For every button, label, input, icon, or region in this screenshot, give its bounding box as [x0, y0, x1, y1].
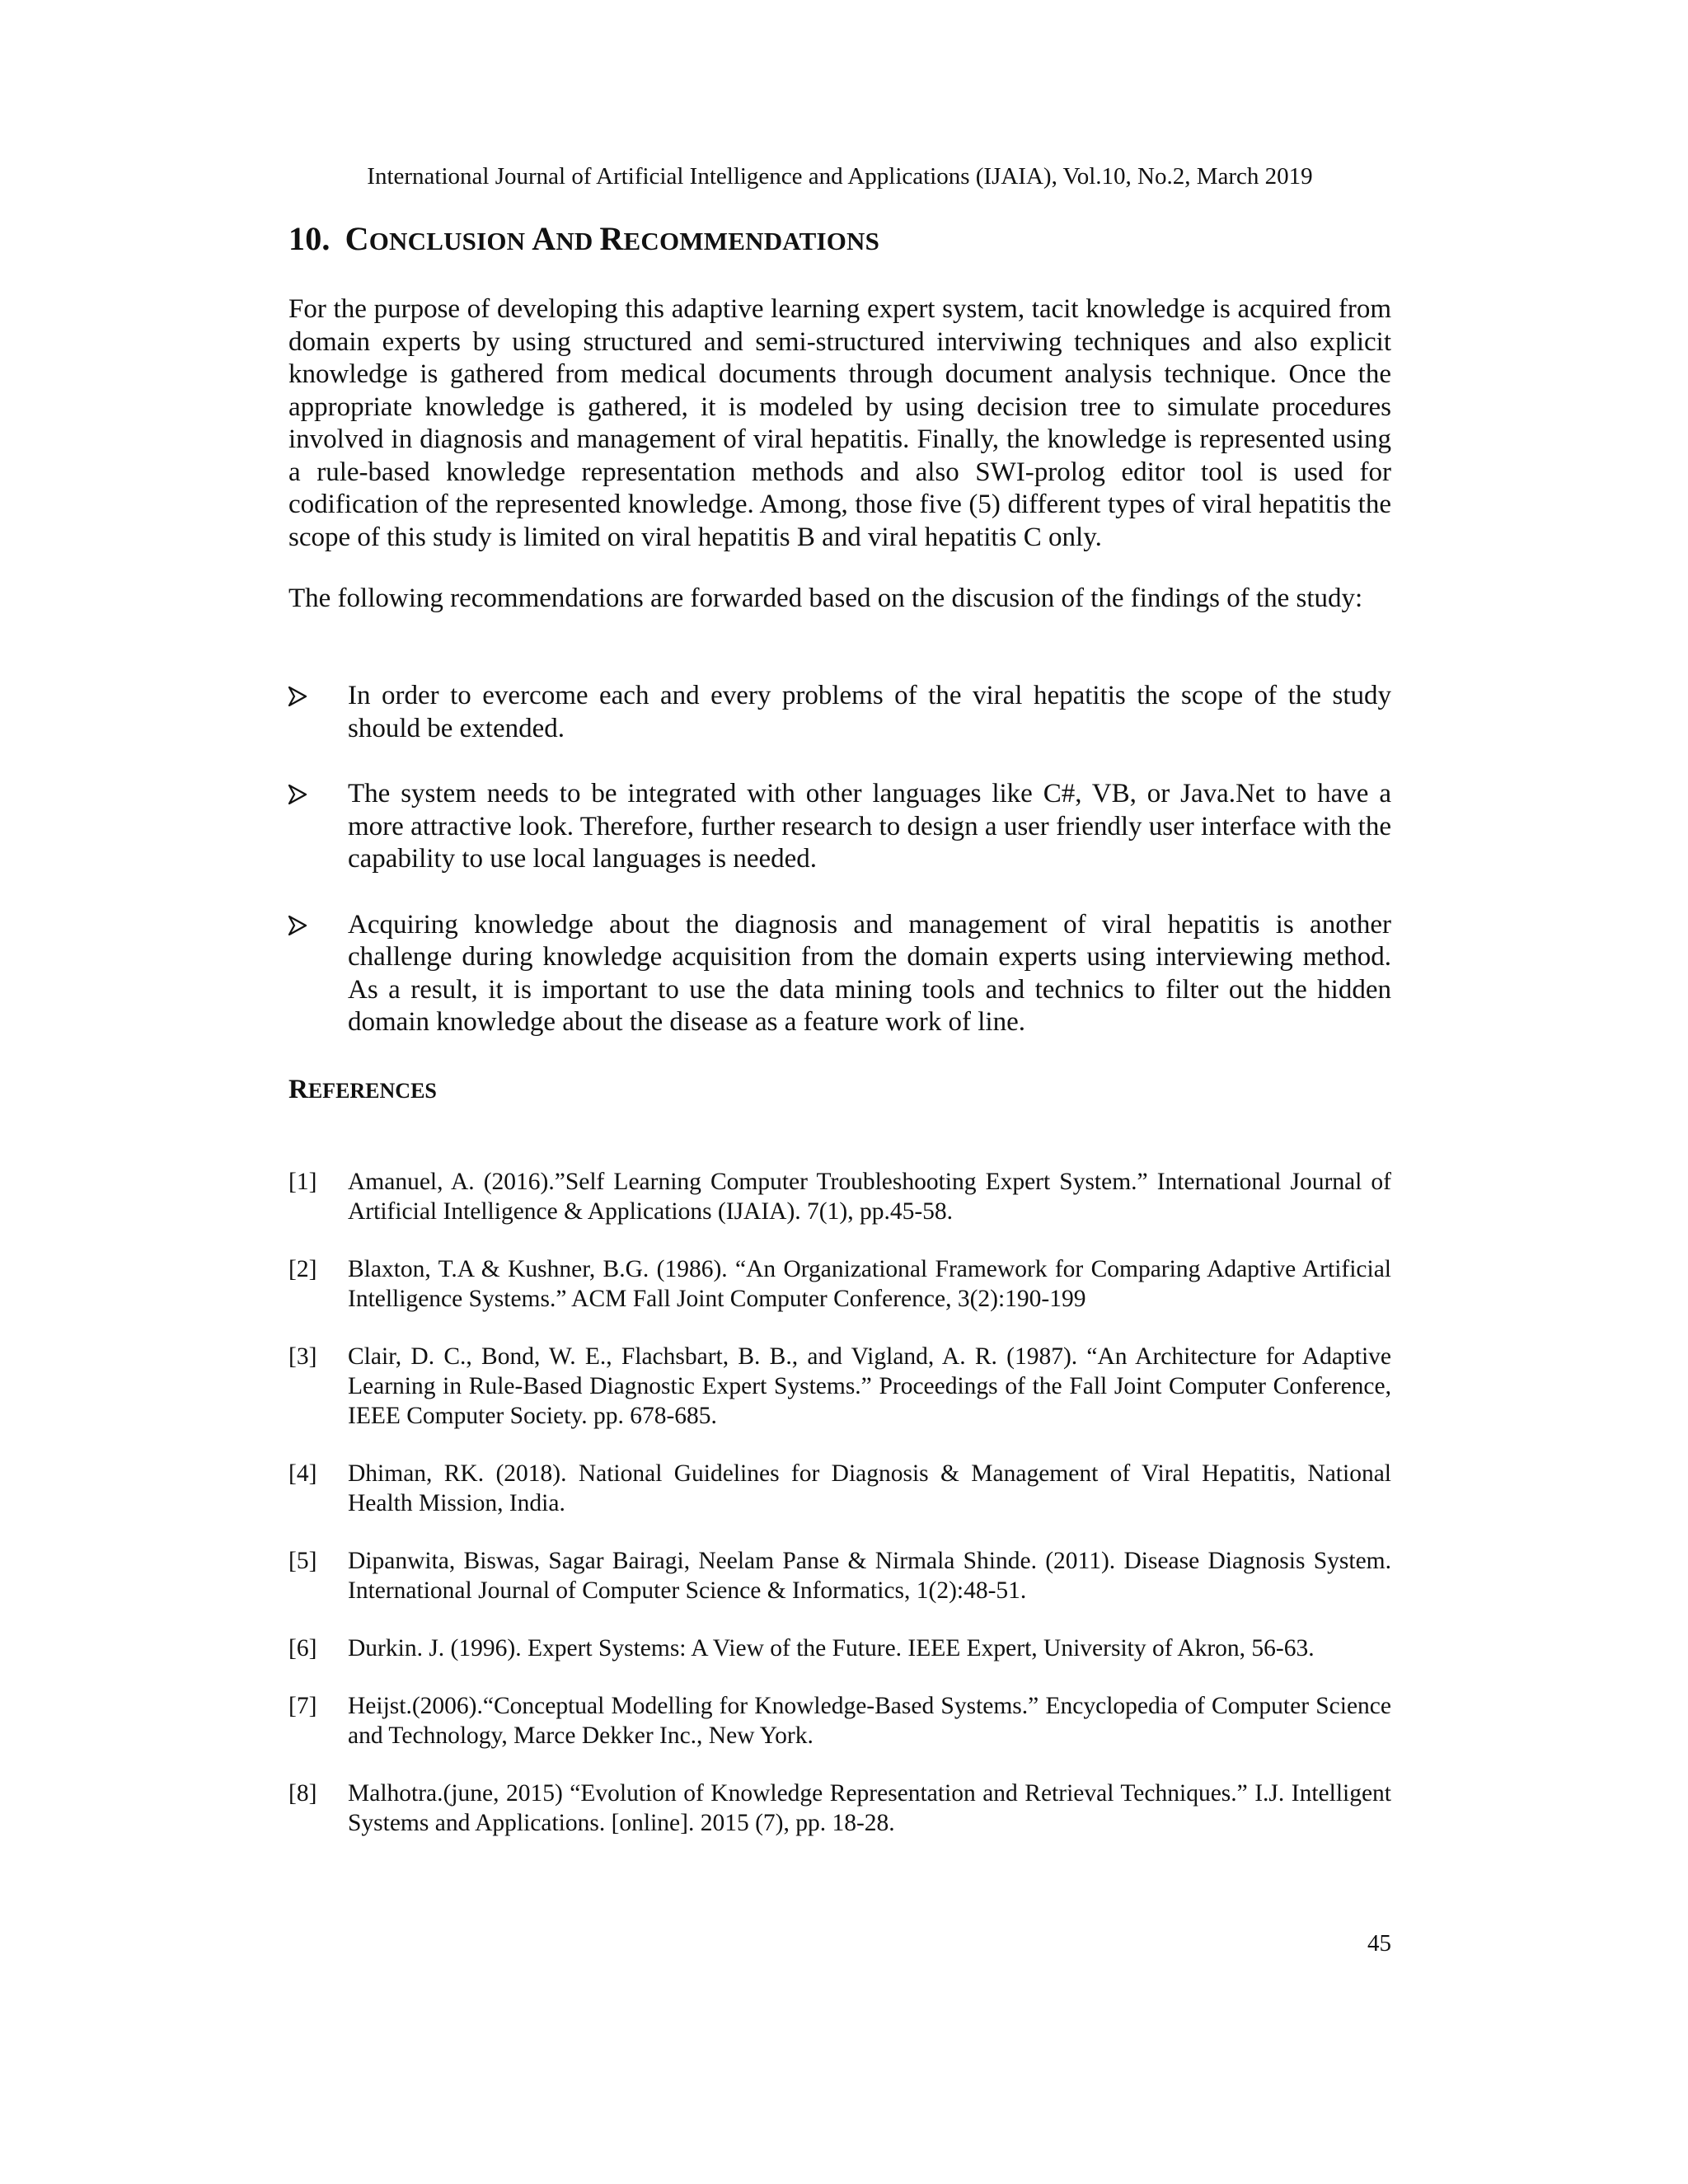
references-heading-initial: R [288, 1075, 308, 1104]
reference-item [288, 1691, 1391, 1750]
recommendation-item [288, 909, 1391, 1039]
reference-item [288, 1546, 1391, 1605]
references-heading-rest: EFERENCES [307, 1079, 437, 1103]
reference-text: Clair, D. C., Bond, W. E., Flachsbart, B. B., and Vigland, A. R. (1987). “An Architecture for Adaptive Learning in Rule-Based Diagnostic Expert Systems.” Proceedings of the Fall Joint Computer Conference, IEEE Computer Society. pp. 678-685. [348, 1343, 1391, 1429]
references-heading [288, 1073, 437, 1111]
reference-text: Dhiman, RK. (2018). National Guidelines for Diagnosis & Management of Viral Hepatitis, National Health Mission, India. [348, 1460, 1391, 1516]
recommendation-item [288, 680, 1391, 745]
reference-text: Durkin. J. (1996). Expert Systems: A View of the Future. IEEE Expert, University of Akron, 56-63. [348, 1635, 1315, 1661]
reference-item [288, 1342, 1391, 1431]
recommendation-text: Acquiring knowledge about the diagnosis and management of viral hepatitis is another challenge during knowledge acquisition from the domain experts using interviewing method. As a result, it is important to use the data mining tools and technics to filter out the hidden domain knowledge about the disease as a feature work of line. [348, 909, 1391, 1037]
recommendation-item [288, 778, 1391, 876]
reference-number: [2] [288, 1256, 317, 1282]
reference-number: [8] [288, 1780, 317, 1807]
section-title-initial: R [599, 220, 624, 257]
arrow-bullet-icon [288, 778, 321, 804]
reference-number: [6] [288, 1635, 317, 1661]
reference-number: [4] [288, 1460, 317, 1487]
paper-page [288, 0, 1391, 2184]
reference-item [288, 1459, 1391, 1518]
reference-text: Amanuel, A. (2016).”Self Learning Computer Troubleshooting Expert System.” International Journal of Artificial Intelligence & Applications (IJAIA). 7(1), pp.45-58. [348, 1169, 1391, 1225]
arrow-bullet-icon [288, 909, 321, 935]
reference-number: [1] [288, 1169, 317, 1195]
section-number: 10. [288, 220, 331, 257]
recommendations-intro: The following recommendations are forwarded based on the discusion of the findings of the study: [288, 583, 1363, 613]
arrow-bullet-icon [288, 680, 321, 706]
reference-text: Heijst.(2006).“Conceptual Modelling for Knowledge-Based Systems.” Encyclopedia of Computer Science and Technology, Marce Dekker Inc., New York. [348, 1693, 1391, 1749]
conclusion-paragraph: For the purpose of developing this adaptive learning expert system, tacit knowledge is acquired from domain experts by using structured and semi-structured interviwing techniques and also explicit knowledge is gathered from medical documents through document analysis technique. Once the appropriate knowledge is gathered, it is modeled by using decision tree to simulate procedures involved in diagnosis and management of viral hepatitis. Finally, the knowledge is represented using a rule-based knowledge representation methods and also SWI-prolog editor tool is used for codification of the represented knowledge. Among, those five (5) different types of viral hepatitis the scope of this study is limited on viral hepatitis B and viral hepatitis C only. [288, 294, 1391, 552]
section-title [288, 219, 879, 261]
reference-number: [5] [288, 1548, 317, 1574]
references-list [288, 1167, 1391, 1838]
running-header: International Journal of Artificial Intelligence and Applications (IJAIA), Vol.10, No.2, March 2019 [367, 163, 1313, 190]
reference-item [288, 1167, 1391, 1226]
reference-text: Blaxton, T.A & Kushner, B.G. (1986). “An Organizational Framework for Comparing Adaptive Artificial Intelligence Systems.” ACM Fall Joint Computer Conference, 3(2):190-199 [348, 1256, 1391, 1312]
section-title-rest: ND [556, 227, 600, 255]
section-title-initial: A [532, 220, 556, 257]
recommendation-text: In order to evercome each and every problems of the viral hepatitis the scope of the study should be extended. [348, 681, 1391, 743]
recommendations-list [288, 680, 1391, 1039]
page-number: 45 [1367, 1930, 1391, 1957]
reference-item [288, 1254, 1391, 1314]
recommendation-text: The system needs to be integrated with other languages like C#, VB, or Java.Net to have a more attractive look. Therefore, further research to design a user friendly user interface with the capability to use local languages is needed. [348, 779, 1391, 874]
section-title-initial: C [345, 220, 369, 257]
reference-item [288, 1779, 1391, 1838]
section-title-rest: ECOMMENDATIONS [623, 227, 880, 255]
section-title-rest: ONCLUSION [368, 227, 532, 255]
reference-item [288, 1633, 1391, 1663]
reference-text: Dipanwita, Biswas, Sagar Bairagi, Neelam Panse & Nirmala Shinde. (2011). Disease Diagnosis System. International Journal of Computer Science & Informatics, 1(2):48-51. [348, 1548, 1391, 1604]
reference-number: [7] [288, 1693, 317, 1719]
reference-text: Malhotra.(june, 2015) “Evolution of Knowledge Representation and Retrieval Techniques.” I.J. Intelligent Systems and Applications. [online]. 2015 (7), pp. 18-28. [348, 1780, 1391, 1836]
reference-number: [3] [288, 1343, 317, 1370]
